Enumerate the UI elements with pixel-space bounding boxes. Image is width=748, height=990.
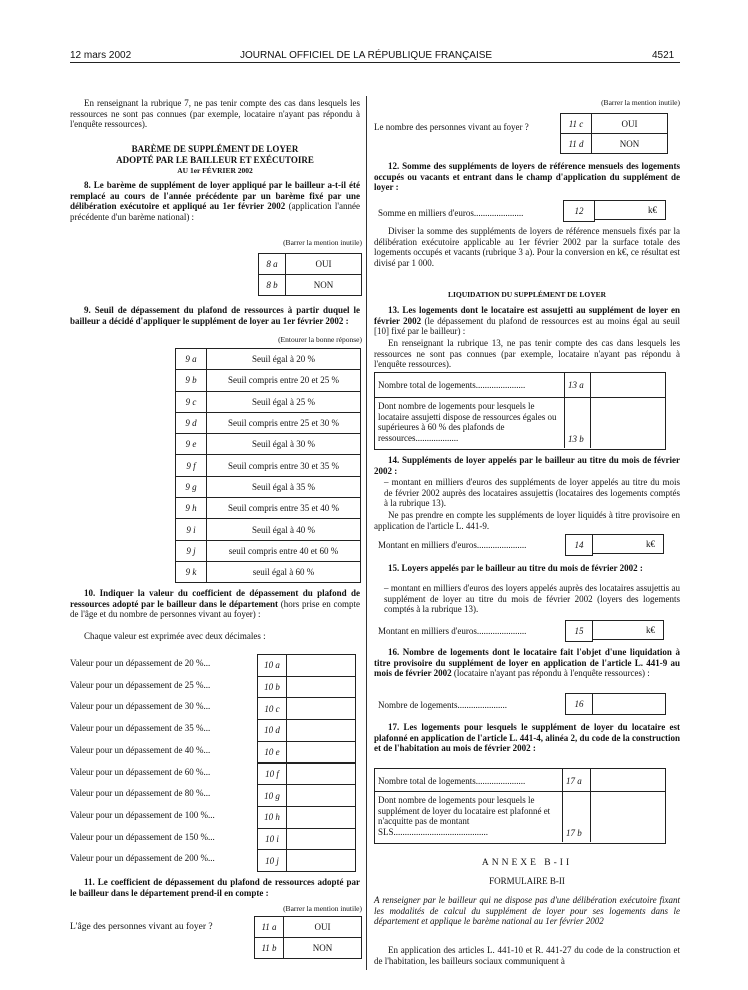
q9-option[interactable]: seuil égal à 60 % [207, 561, 361, 582]
bareme-title-2: ADOPTÉ PAR LE BAILLEUR ET EXÉCUTOIRE [116, 155, 314, 165]
q10-row-code: 10 c [257, 697, 287, 720]
header-rule [70, 62, 680, 63]
question-12: 12. Somme des suppléments de loyers de référence mensuels des logements occupés ou vacants et entrant dans le champ d'application du supplément de loyer : [374, 161, 680, 192]
q10-row-input[interactable] [286, 676, 356, 699]
q14-input[interactable] [592, 534, 664, 554]
q10-row-input[interactable] [286, 828, 356, 851]
q10-row-code: 10 g [257, 784, 287, 807]
q9-option[interactable]: Seuil égal à 40 % [207, 519, 361, 540]
q10-row-code: 10 e [257, 741, 287, 764]
q11a-code: 11 a [255, 917, 284, 938]
q16-input[interactable] [592, 693, 666, 715]
q9-code: 9 h [176, 498, 207, 519]
q16-label: Nombre de logements...................... [378, 700, 507, 710]
q15-label: Montant en milliers d'euros...................... [378, 626, 527, 636]
q10-row-label: Valeur pour un dépassement de 60 %... [70, 766, 211, 777]
question-13 [374, 305, 680, 337]
q9-row[interactable] [176, 391, 361, 412]
q11c-code: 11 c [561, 114, 592, 134]
q13-divider [564, 372, 565, 448]
q17b-code: 17 b [566, 828, 582, 838]
q10-row-label: Valeur pour un dépassement de 35 %... [70, 723, 211, 734]
q8a-code: 8 a [259, 254, 286, 275]
question-14: 14. Suppléments de loyer appelés par le bailleur au titre du mois de février 2002 : [374, 455, 680, 476]
question-8-bold: 8. Le barème de supplément de loyer appliqué par le bailleur a-t-il été remplacé au cours de l'année précédente par un barème fixé par une délibération exécutoire et appliqué au 1er février 2002 [70, 180, 360, 211]
q14-item: – montant en milliers d'euros des suppléments de loyer appelés au titre du mois de février 2002 auprès des locataires assujettis (locataires des logements comptés à la rubrique 13). [384, 477, 680, 508]
q9-table [175, 348, 361, 583]
q16-code: 16 [565, 693, 593, 715]
question-15: 15. Loyers appelés par le bailleur au titre du mois de février 2002 : [388, 563, 643, 573]
q10-row-label: Valeur pour un dépassement de 150 %... [70, 831, 215, 842]
q9-code: 9 d [176, 412, 207, 433]
q11cd-note: (Barrer la mention inutile) [601, 98, 680, 107]
formulaire-title: FORMULAIRE B-II [489, 876, 565, 886]
q15-unit: k€ [646, 625, 655, 635]
question-17: 17. Les logements pour lesquels le supplément de loyer du locataire est plafonné en application de l'article L. 441-4, alinéa 2, du code de la construction et de l'habitation au mois de février 2002 : [374, 722, 681, 753]
q8-table [258, 253, 362, 296]
header-page-number: 4521 [652, 50, 675, 61]
q10-row-label: Valeur pour un dépassement de 200 %... [70, 853, 215, 864]
q9-code: 9 g [176, 476, 207, 497]
question-9: 9. Seuil de dépassement du plafond de ressources à partir duquel le bailleur a décidé d'appliquer le supplément de loyer au 1er février 2002 : [70, 305, 360, 326]
q10-row-input[interactable] [286, 849, 356, 872]
question-16 [374, 647, 680, 679]
q9-row[interactable] [176, 561, 361, 582]
q13a-input[interactable] [591, 373, 664, 397]
q17-divider [562, 768, 563, 842]
liquidation-title: LIQUIDATION DU SUPPLÉMENT DE LOYER [447, 290, 607, 299]
q9-row[interactable] [176, 498, 361, 519]
q9-option[interactable]: Seuil égal à 25 % [207, 391, 361, 412]
q9-option[interactable]: seuil compris entre 40 et 60 % [207, 540, 361, 561]
q11c-oui[interactable]: OUI [592, 114, 668, 134]
q14-code: 14 [565, 534, 593, 556]
q13b-input[interactable] [591, 398, 664, 448]
header-date: 12 mars 2002 [70, 50, 132, 61]
q17a-label: Nombre total de logements...................... [378, 776, 526, 786]
q12-label: Somme en milliers d'euros...................... [378, 208, 524, 218]
q9-option[interactable]: Seuil compris entre 35 et 40 % [207, 498, 361, 519]
q10-row-label: Valeur pour un dépassement de 100 %... [70, 809, 215, 820]
q10-row-label: Valeur pour un dépassement de 25 %... [70, 679, 211, 690]
q11d-non[interactable]: NON [592, 134, 668, 154]
q10-row-code: 10 h [257, 806, 287, 829]
q9-code: 9 i [176, 519, 207, 540]
q10-row-label: Valeur pour un dépassement de 20 %... [70, 658, 211, 668]
q9-row[interactable] [176, 370, 361, 391]
q10-row-code: 10 b [257, 676, 287, 699]
q12-unit: k€ [648, 205, 657, 215]
q11-note: (Barrer la mention inutile) [283, 904, 362, 913]
q13b-label: Dont nombre de logements pour lesquels le locataire assujetti dispose de ressources égales ou supérieures à 60 % des plafonds de ressources................... [378, 401, 557, 443]
q13-note: En renseignant la rubrique 13, ne pas tenir compte des cas dans lesquels les ressources ne sont pas connues (par exemple, locataire n'ayant pas répondu à l'enquête ressources). [374, 338, 680, 369]
q13b-code: 13 b [568, 434, 584, 444]
q9-row[interactable] [176, 519, 361, 540]
question-10-rest: (hors prise en compte de l'âge et du nombre de personnes vivant au foyer) : [70, 598, 360, 619]
q9-option[interactable]: Seuil compris entre 25 et 30 % [207, 412, 361, 433]
question-16-rest: (locataire n'ayant pas répondu à l'enquête ressources) : [451, 668, 650, 678]
q9-code: 9 a [176, 349, 207, 370]
q11-table [254, 916, 362, 959]
q9-row[interactable] [176, 455, 361, 476]
q9-code: 9 c [176, 391, 207, 412]
q11-label: L'âge des personnes vivant au foyer ? [70, 922, 213, 932]
question-10-bold: 10. Indiquer la valeur du coefficient de dépassement du plafond de ressources adopté par le bailleur dans le département [70, 588, 360, 609]
q8a-oui[interactable]: OUI [286, 254, 362, 275]
q10-row-input[interactable] [286, 719, 356, 742]
q14-label: Montant en milliers d'euros...................... [378, 540, 527, 550]
q9-row[interactable] [176, 412, 361, 433]
q12-code: 12 [563, 200, 595, 222]
q11b-code: 11 b [255, 938, 284, 959]
q10-row-input[interactable] [286, 806, 356, 829]
q10-subtitle: Chaque valeur est exprimée avec deux décimales : [84, 631, 266, 641]
question-8 [70, 180, 360, 222]
annexe-last-paragraph: En application des articles L. 441-10 et R. 441-27 du code de la construction et de l'habitation, les bailleurs sociaux communiquent à [374, 945, 680, 966]
q14-note: Ne pas prendre en compte les suppléments de loyer liquidés à titre provisoire en application de l'article L. 441-9. [374, 510, 680, 531]
q9-option[interactable]: Seuil compris entre 30 et 35 % [207, 455, 361, 476]
q10-row-code: 10 f [257, 763, 287, 786]
question-16-bold: 16. Nombre de logements dont le locataire fait l'objet d'une liquidation à titre provisoire du supplément de loyer en application de l'article L. 441-9 au mois de février 2002 [374, 647, 680, 678]
q10-row-label: Valeur pour un dépassement de 30 %... [70, 701, 211, 712]
q9-code: 9 k [176, 561, 207, 582]
q8b-non[interactable]: NON [286, 275, 362, 296]
q10-row-input[interactable] [286, 741, 356, 764]
q11b-non[interactable]: NON [284, 938, 362, 959]
q12-explanation: Diviser la somme des suppléments de loyers de référence mensuels fixés par la délibération exécutoire applicable au 1er février 2002 par la surface totale des logements occupés et vacants (rubrique 3 a). Pour la conversion en k€, ce résultat est divisé par 1 000. [374, 226, 680, 268]
question-11: 11. Le coefficient de dépassement du plafond de ressources adopté par le bailleur dans le département prend-il en compte : [70, 877, 360, 898]
question-10 [70, 588, 360, 620]
q9-note: (Entourer la bonne réponse) [278, 335, 362, 344]
q17a-input[interactable] [591, 769, 664, 791]
q9-row[interactable] [176, 476, 361, 497]
q13a-code: 13 a [568, 380, 584, 390]
q17a-code: 17 a [566, 776, 582, 786]
q11a-oui[interactable]: OUI [284, 917, 362, 938]
q9-option[interactable]: Seuil égal à 35 % [207, 476, 361, 497]
q9-row[interactable] [176, 349, 361, 370]
q10-row-label: Valeur pour un dépassement de 40 %... [70, 744, 211, 755]
q9-code: 9 b [176, 370, 207, 391]
q14-unit: k€ [646, 539, 655, 549]
bareme-title-3: AU 1er FÉVRIER 2002 [177, 166, 253, 175]
q8-note: (Barrer la mention inutile) [283, 238, 362, 247]
q10-row-input[interactable] [286, 654, 356, 677]
q10-row-code: 10 a [257, 654, 287, 677]
q10-row-input[interactable] [286, 763, 356, 786]
annexe-intro: A renseigner par le bailleur qui ne dispose pas d'une délibération exécutoire fixant les modalités de calcul du supplément de loyer pour ses logements dans le département et applique le barème national au 1er février 2002 [374, 895, 680, 926]
q10-row-code: 10 j [257, 849, 287, 872]
q11cd-label: Le nombre des personnes vivant au foyer ? [374, 122, 529, 132]
annexe-title: ANNEXE B-II [481, 858, 573, 868]
q10-row-label: Valeur pour un dépassement de 80 %... [70, 788, 211, 799]
q10-row-code: 10 d [257, 719, 287, 742]
q15-input[interactable] [592, 620, 664, 640]
bareme-title-1: BARÈME DE SUPPLÉMENT DE LOYER [131, 144, 299, 154]
header-journal: JOURNAL OFFICIEL DE LA RÉPUBLIQUE FRANÇAISE [240, 50, 493, 61]
q15-code: 15 [565, 620, 593, 642]
q9-code: 9 e [176, 434, 207, 455]
q11cd-table [560, 113, 668, 154]
q8b-code: 8 b [259, 275, 286, 296]
q17b-input[interactable] [591, 792, 664, 842]
q17b-label: Dont nombre de logements pour lesquels le supplément de loyer du locataire est plafonné et n'acquitte pas de montant SLS.......................................... [378, 795, 551, 837]
q10-row-input[interactable] [286, 784, 356, 807]
q9-code: 9 j [176, 540, 207, 561]
q10-row-input[interactable] [286, 697, 356, 720]
q9-code: 9 f [176, 455, 207, 476]
intro-paragraph: En renseignant la rubrique 7, ne pas tenir compte des cas dans lesquels les ressources ne sont pas connues (par exemple, locataire n'ayant pas répondu à l'enquête ressources). [70, 98, 360, 129]
column-divider [366, 96, 367, 970]
q11d-code: 11 d [561, 134, 592, 154]
question-8-rest: (application l'année précédente d'un barème national) : [70, 201, 361, 222]
q13a-label: Nombre total de logements...................... [378, 380, 526, 390]
q12-input[interactable] [594, 200, 666, 220]
q9-option[interactable]: Seuil égal à 30 % [207, 434, 361, 455]
q9-option[interactable]: Seuil égal à 20 % [207, 349, 361, 370]
q9-row[interactable] [176, 540, 361, 561]
q15-item: – montant en milliers d'euros des loyers appelés auprès des locataires assujettis au supplément de loyer au titre du mois de février 2002 (loyers des logements comptés à la rubrique 13). [384, 583, 680, 614]
question-13-bold: 13. Les logements dont le locataire est assujetti au supplément de loyer en février 2002 [374, 305, 680, 326]
q9-option[interactable]: Seuil compris entre 20 et 25 % [207, 370, 361, 391]
q9-row[interactable] [176, 434, 361, 455]
q10-row-code: 10 i [257, 828, 287, 851]
question-13-rest: (le dépassement du plafond de ressources est au moins égal au seuil [10] fixé par le bailleur) : [374, 315, 680, 336]
